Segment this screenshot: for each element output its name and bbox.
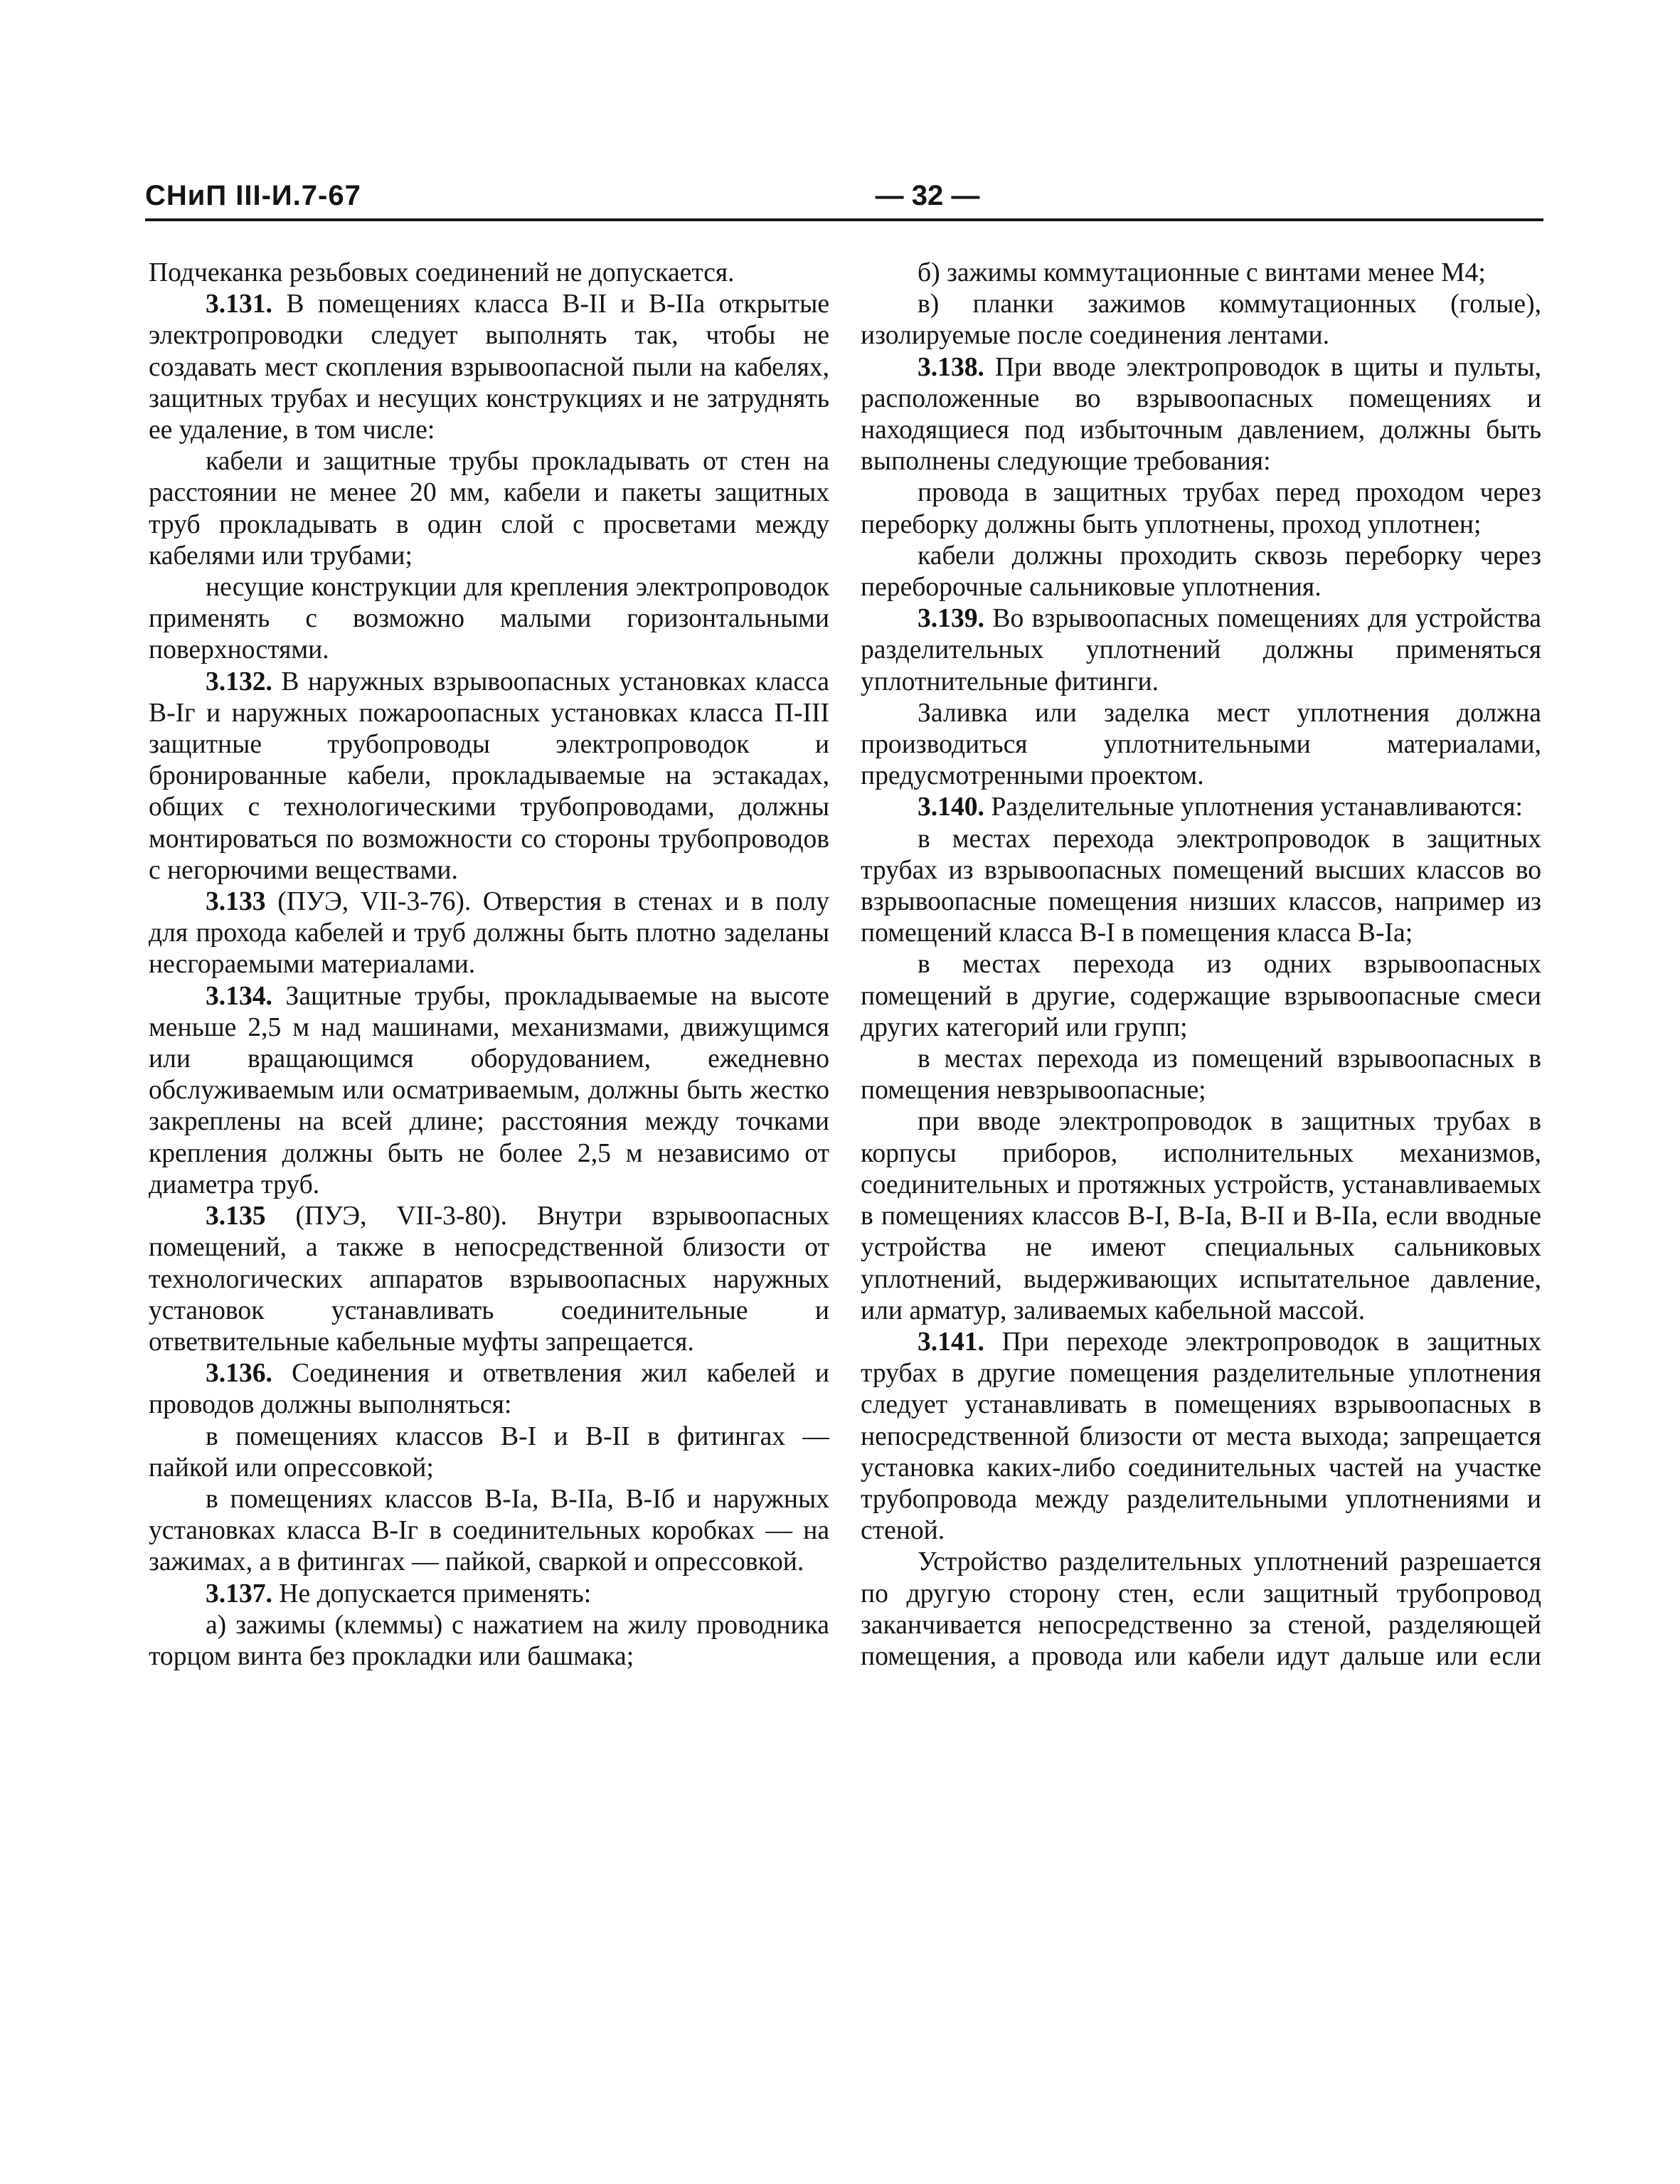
clause-number: 3.133 xyxy=(206,887,266,917)
paragraph xyxy=(149,1201,829,1358)
paragraph xyxy=(149,667,829,886)
paragraph-text: Во взрывоопасных помещениях для устройства разделительных уплотнений должны применяться уплотнительные фитинги. xyxy=(861,604,1541,696)
clause-number: 3.137. xyxy=(206,1579,272,1608)
paragraph xyxy=(861,1106,1541,1326)
clause-number: 3.141. xyxy=(918,1327,984,1357)
document-code: СНиП III-И.7-67 xyxy=(145,180,361,211)
paragraph xyxy=(149,572,829,667)
paragraph xyxy=(861,698,1541,793)
paragraph-text: При вводе электропроводок в щиты и пульты, расположенные во взрывоопасных помещениях и находящиеся под избыточным давлением, должны быть выполнены следующие требования: xyxy=(861,352,1541,477)
paragraph xyxy=(861,824,1541,950)
paragraph xyxy=(149,1579,829,1610)
paragraph-text: (ПУЭ, VII-3-80). Внутри взрывоопасных помещений, а также в непосредственной близости от технологических аппаратов взрывоопасных наружных установок устанавливать соединительные и ответвительные кабельные муфты запрещается. xyxy=(149,1202,829,1357)
clause-number: 3.138. xyxy=(918,352,984,382)
clause-number: 3.131. xyxy=(206,290,272,319)
paragraph-text: Не допускается применять: xyxy=(279,1579,592,1608)
paragraph-text: кабели должны проходить сквозь переборку через переборочные сальниковые уплотнения. xyxy=(861,541,1541,603)
clause-number: 3.136. xyxy=(206,1359,272,1389)
paragraph-text: при вводе электропроводок в защитных трубах в корпусы приборов, исполнительных механизмов, соединительных и протяжных устройств, устанавливаемых в помещениях классов В-I, В-Iа, В-II и В-IIа, если вводные устройства не имеют специальных сальниковых уплотнений, выдерживающих испытательное давление, или арматур, заливаемых кабельной массой. xyxy=(861,1107,1541,1325)
paragraph xyxy=(149,446,829,572)
clause-number: 3.134. xyxy=(206,981,272,1011)
paragraph xyxy=(861,541,1541,603)
paragraph-text: Устройство разделительных уплотнений разрешается по другую сторону стен, если защитный трубопровод заканчивается непосредственно за стеной, разделяющей помещения, а провода или кабели идут дальше или если xyxy=(861,1547,1541,1671)
clause-number: 3.132. xyxy=(206,667,272,696)
paragraph-text: а) зажимы (клеммы) с нажатием на жилу проводника торцом винта без прокладки или башмака; xyxy=(149,1610,829,1671)
paragraph xyxy=(861,1044,1541,1106)
paragraph xyxy=(861,1547,1541,1673)
paragraph xyxy=(149,258,829,289)
paragraph-text: кабели и защитные трубы прокладывать от стен на расстоянии не менее 20 мм, кабели и пакеты защитных труб прокладывать в один слой с просветами между кабелями или трубами; xyxy=(149,447,829,571)
paragraph-text: в помещениях классов В-I и В-II в фитингах — пайкой или опрессовкой; xyxy=(149,1421,829,1483)
paragraph-text: Заливка или заделка мест уплотнения должна производиться уплотнительными материалами, предусмотренными проектом. xyxy=(861,698,1541,791)
paragraph-text: Разделительные уплотнения устанавливаются: xyxy=(991,793,1523,822)
paragraph-text: в местах перехода из помещений взрывоопасных в помещения невзрывоопасные; xyxy=(861,1044,1541,1106)
right-column xyxy=(861,258,1541,1673)
left-column xyxy=(149,258,829,1673)
paragraph-text: Подчеканка резьбовых соединений не допускается. xyxy=(149,258,735,287)
paragraph-text: в местах перехода электропроводок в защитных трубах из взрывоопасных помещений высших классов во взрывоопасные помещения низших классов, например из помещений класса В-I в помещения класса В-Iа; xyxy=(861,824,1541,948)
clause-number: 3.135 xyxy=(206,1202,266,1231)
paragraph-text: В помещениях класса В-II и В-IIа открытые электропроводки следует выполнять так, чтобы не создавать мест скопления взрывоопасной пыли на кабелях, защитных трубах и несущих конструкциях и не затруднять ее удаление, в том числе: xyxy=(149,290,829,445)
page-header xyxy=(145,178,1543,221)
paragraph-text: При переходе электропроводок в защитных трубах в другие помещения разделительные уплотнения следует устанавливать в помещениях взрывоопасных в непосредственной близости от места выхода; запрещается установка каких-либо соединительных частей на участке трубопровода между разделительными уплотнениями и стеной. xyxy=(861,1327,1541,1546)
paragraph xyxy=(861,603,1541,698)
paragraph xyxy=(149,981,829,1201)
paragraph xyxy=(149,1421,829,1484)
header-rule xyxy=(145,218,1543,221)
paragraph-text: б) зажимы коммутационные с винтами менее М4; xyxy=(918,258,1486,287)
page-number: — 32 — xyxy=(875,180,980,211)
paragraph-text: Соединения и ответвления жил кабелей и проводов должны выполняться: xyxy=(149,1359,829,1420)
paragraph xyxy=(861,792,1541,823)
clause-number: 3.139. xyxy=(918,604,984,634)
paragraph xyxy=(149,1484,829,1579)
paragraph-text: в местах перехода из одних взрывоопасных помещений в другие, содержащие взрывоопасные смеси других категорий или групп; xyxy=(861,950,1541,1042)
paragraph xyxy=(861,477,1541,540)
paragraph-text: Защитные трубы, прокладываемые на высоте меньше 2,5 м над машинами, механизмами, движущимся или вращающимся оборудованием, ежедневно обслуживаемым или осматриваемым, должны быть жестко закреплены на всей длине; расстояния между точками крепления должны быть не более 2,5 м независимо от диаметра труб. xyxy=(149,981,829,1199)
paragraph xyxy=(861,949,1541,1044)
paragraph xyxy=(149,1610,829,1673)
paragraph xyxy=(861,352,1541,478)
paragraph xyxy=(149,886,829,981)
paragraph-text: провода в защитных трубах перед проходом через переборку должны быть уплотнены, проход уплотнен; xyxy=(861,478,1541,539)
paragraph xyxy=(149,289,829,446)
paragraph xyxy=(861,1327,1541,1547)
paragraph xyxy=(861,289,1541,351)
paragraph-text: в помещениях классов В-Iа, В-IIа, В-Iб и наружных установках класса В-Iг в соединительных коробках — на зажимах, а в фитингах — пайкой, сваркой и опрессовкой. xyxy=(149,1484,829,1577)
paragraph-text: несущие конструкции для крепления электропроводок применять с возможно малыми горизонтальными поверхностями. xyxy=(149,573,829,665)
paragraph xyxy=(861,258,1541,289)
paragraph-text: в) планки зажимов коммутационных (голые), изолируемые после соединения лентами. xyxy=(861,290,1541,351)
clause-number: 3.140. xyxy=(918,793,984,822)
paragraph-text: В наружных взрывоопасных установках класса В-Iг и наружных пожароопасных установках класса П-III защитные трубопроводы электропроводок и бронированные кабели, прокладываемые на эстакадах, общих с технологическими трубопроводами, должны монтироваться по возможности со стороны трубопроводов с негорючими веществами. xyxy=(149,667,829,885)
paragraph xyxy=(149,1358,829,1421)
paragraph-text: (ПУЭ, VII-3-76). Отверстия в стенах и в полу для прохода кабелей и труб должны быть плотно заделаны несгораемыми материалами. xyxy=(149,887,829,980)
